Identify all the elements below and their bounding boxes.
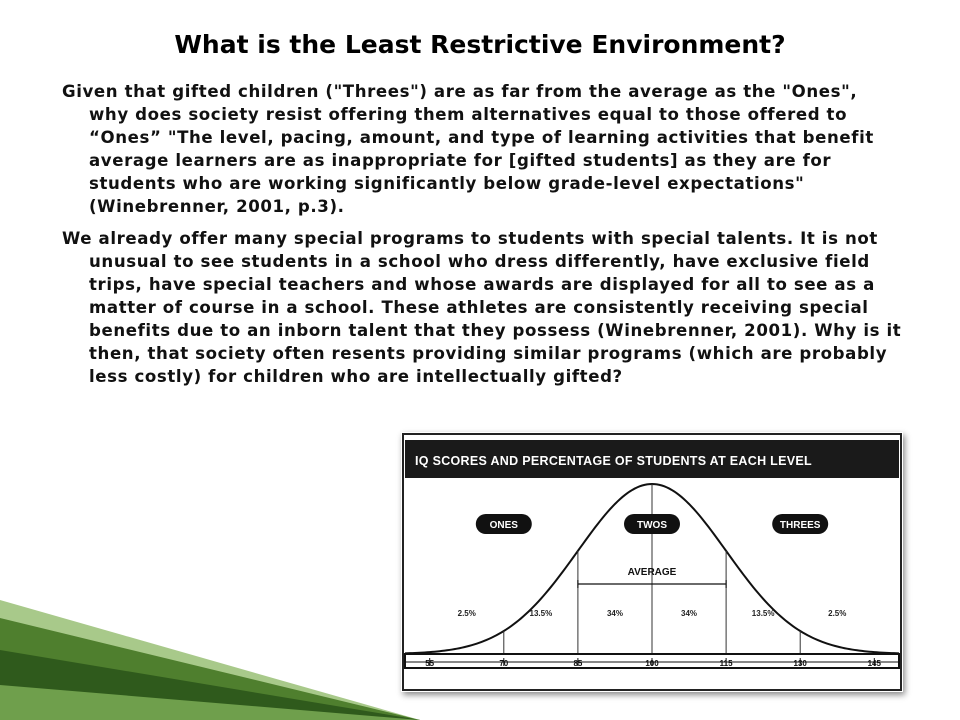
slide-title: What is the Least Restrictive Environment? xyxy=(174,30,786,59)
x-tick-label-145: 145 xyxy=(867,659,881,668)
segment-percent-label-3: 34% xyxy=(681,609,698,618)
green-corner-decoration xyxy=(0,590,420,720)
x-tick-label-130: 130 xyxy=(793,659,807,668)
chart-title: IQ SCORES AND PERCENTAGE OF STUDENTS AT EACH LEVEL xyxy=(415,454,812,468)
x-tick-label-100: 100 xyxy=(645,659,659,668)
segment-percent-label-0: 2.5% xyxy=(457,609,476,618)
iq-distribution-figure xyxy=(401,432,903,692)
paragraph-least-restrictive: Given that gifted children ("Threes") are as far from the average as the "Ones", why does society resist offering them alternatives equal to those offered to “Ones” "The level, pacing, amount, and type of learning activities that benefit average learners are as inappropriate for [gifted students] as they are for students who are working significantly below grade-level expectations" (Winebrenner, 2001, p.3). xyxy=(62,82,874,217)
segment-percent-label-5: 2.5% xyxy=(828,609,847,618)
x-tick-label-85: 85 xyxy=(573,659,583,668)
average-label: AVERAGE xyxy=(627,567,677,578)
x-tick-label-55: 55 xyxy=(425,659,435,668)
group-label-ones: ONES xyxy=(489,520,518,531)
x-tick-label-70: 70 xyxy=(499,659,509,668)
group-label-twos: TWOS xyxy=(637,520,667,531)
paragraph-special-programs: We already offer many special programs to students with special talents. It is not unusual to see students in a school who dress differently, have exclusive field trips, have special teachers and whose awards are displayed for all to see as a matter of course in a school. These athletes are consistently receiving special benefits due to an inborn talent that they possess (Winebrenner, 2001). Why is it then, that society often resents providing similar programs (which are probably less costly) for children who are intellectually gifted? xyxy=(62,228,902,387)
segment-percent-label-2: 34% xyxy=(606,609,623,618)
x-tick-label-115: 115 xyxy=(719,659,733,668)
group-label-threes: THREES xyxy=(779,520,821,531)
segment-percent-label-4: 13.5% xyxy=(751,609,775,618)
segment-percent-label-1: 13.5% xyxy=(529,609,553,618)
slide-body xyxy=(62,80,902,396)
iq-bell-curve-chart xyxy=(401,432,903,692)
